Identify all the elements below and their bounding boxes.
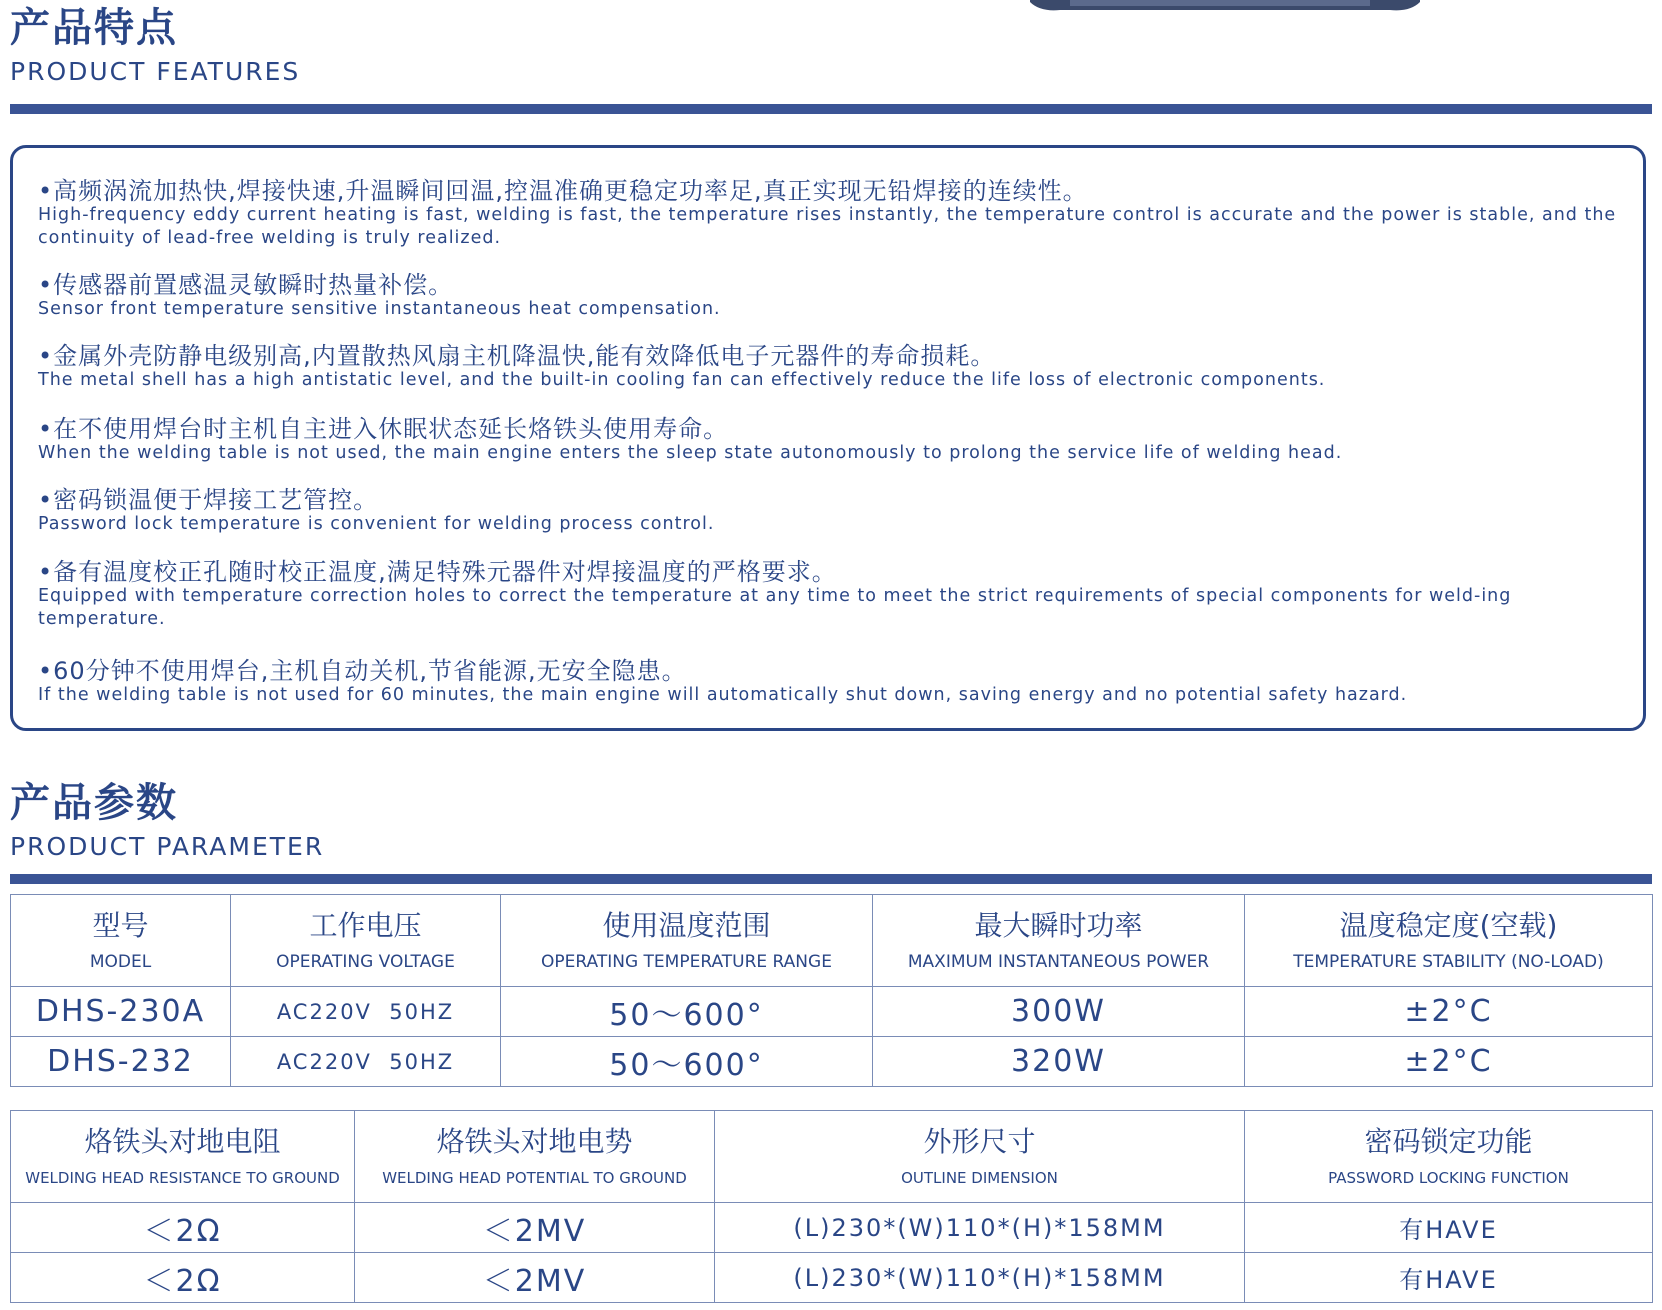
table-cell: (L)230*(W)110*(H)*158MM [715, 1253, 1245, 1303]
table-row [11, 1037, 1653, 1087]
table-cell: ＜2MV [355, 1203, 715, 1253]
feature-en: High-frequency eddy current heating is fast, welding is fast, the temperature rises instantly, the temperature control is accurate and the power is stable, and the continuity of lead-free welding is truly realized. [38, 205, 1617, 248]
feature-cn: •备有温度校正孔随时校正温度,满足特殊元器件对焊接温度的严格要求。 [38, 558, 837, 586]
table-cell: AC220V 50HZ [231, 987, 501, 1037]
features-heading [10, 5, 1652, 87]
feature-cn: •在不使用焊台时主机自主进入休眠状态延长烙铁头使用寿命。 [38, 415, 729, 443]
table-cell: ±2°C [1245, 987, 1653, 1037]
table-cell: 50～600° [501, 1037, 873, 1087]
feature-item [38, 270, 1638, 321]
feature-en: Equipped with temperature correction holes to correct the temperature at any time to meet the strict requirements of special components for weld-ing temperature. [38, 586, 1512, 629]
feature-en: The metal shell has a high antistatic level, and the built-in cooling fan can effectively reduce the life loss of electronic components. [38, 370, 1326, 390]
table-cell: DHS-232 [11, 1037, 231, 1087]
feature-cn: •60分钟不使用焊台,主机自动关机,节省能源,无安全隐患。 [38, 657, 687, 685]
feature-item [38, 557, 1638, 631]
table-header-cell: 型号 MODEL [11, 895, 231, 987]
feature-item [38, 656, 1638, 707]
parameter-divider [10, 874, 1652, 884]
feature-item [38, 341, 1638, 392]
table-header-row [11, 1111, 1653, 1203]
table-cell: AC220V 50HZ [231, 1037, 501, 1087]
table-header-cell: 使用温度范围 OPERATING TEMPERATURE RANGE [501, 895, 873, 987]
features-title-en: PRODUCT FEATURES [10, 57, 301, 86]
feature-cn: •高频涡流加热快,焊接快速,升温瞬间回温,控温准确更稳定功率足,真正实现无铅焊接的连续性。 [38, 177, 1088, 205]
feature-cn: •密码锁温便于焊接工艺管控。 [38, 486, 379, 514]
parameter-title-en: PRODUCT PARAMETER [10, 832, 325, 861]
table-header-cell: 外形尺寸 OUTLINE DIMENSION [715, 1111, 1245, 1203]
table-cell: ±2°C [1245, 1037, 1653, 1087]
feature-en: When the welding table is not used, the main engine enters the sleep state autonomously to prolong the service life of welding head. [38, 443, 1343, 463]
table-header-cell: 温度稳定度(空载) TEMPERATURE STABILITY (NO-LOAD) [1245, 895, 1653, 987]
table-header-cell: 烙铁头对地电势 WELDING HEAD POTENTIAL TO GROUND [355, 1111, 715, 1203]
table-header-cell: 烙铁头对地电阻 WELDING HEAD RESISTANCE TO GROUND [11, 1111, 355, 1203]
table-cell: 有HAVE [1245, 1253, 1653, 1303]
feature-item [38, 485, 1638, 536]
feature-en: Sensor front temperature sensitive instantaneous heat compensation. [38, 299, 721, 319]
table-cell: (L)230*(W)110*(H)*158MM [715, 1203, 1245, 1253]
table-cell: 50～600° [501, 987, 873, 1037]
table-cell: 有HAVE [1245, 1203, 1653, 1253]
table-header-cell: 工作电压 OPERATING VOLTAGE [231, 895, 501, 987]
feature-cn: •金属外壳防静电级别高,内置散热风扇主机降温快,能有效降低电子元器件的寿命损耗。 [38, 342, 996, 370]
table-cell: ＜2Ω [11, 1203, 355, 1253]
table-cell: 300W [873, 987, 1245, 1037]
feature-en: Password lock temperature is convenient for welding process control. [38, 514, 715, 534]
parameter-title-cn: 产品参数 [10, 780, 178, 826]
table-row [11, 1253, 1653, 1303]
feature-en: If the welding table is not used for 60 minutes, the main engine will automatically shut down, saving energy and no potential safety hazard. [38, 685, 1408, 705]
table-header-row [11, 895, 1653, 987]
parameter-heading [10, 780, 1652, 862]
table-header-cell: 密码锁定功能 PASSWORD LOCKING FUNCTION [1245, 1111, 1653, 1203]
parameter-table-1 [10, 894, 1653, 1087]
feature-item [38, 414, 1638, 465]
table-row [11, 987, 1653, 1037]
table-cell: DHS-230A [11, 987, 231, 1037]
feature-cn: •传感器前置感温灵敏瞬时热量补偿。 [38, 271, 454, 299]
parameter-table-2 [10, 1110, 1653, 1303]
table-header-cell: 最大瞬时功率 MAXIMUM INSTANTANEOUS POWER [873, 895, 1245, 987]
table-row [11, 1203, 1653, 1253]
table-cell: 320W [873, 1037, 1245, 1087]
features-title-cn: 产品特点 [10, 5, 178, 51]
table-cell: ＜2MV [355, 1253, 715, 1303]
feature-item [38, 176, 1638, 250]
table-cell: ＜2Ω [11, 1253, 355, 1303]
features-divider [10, 104, 1652, 114]
